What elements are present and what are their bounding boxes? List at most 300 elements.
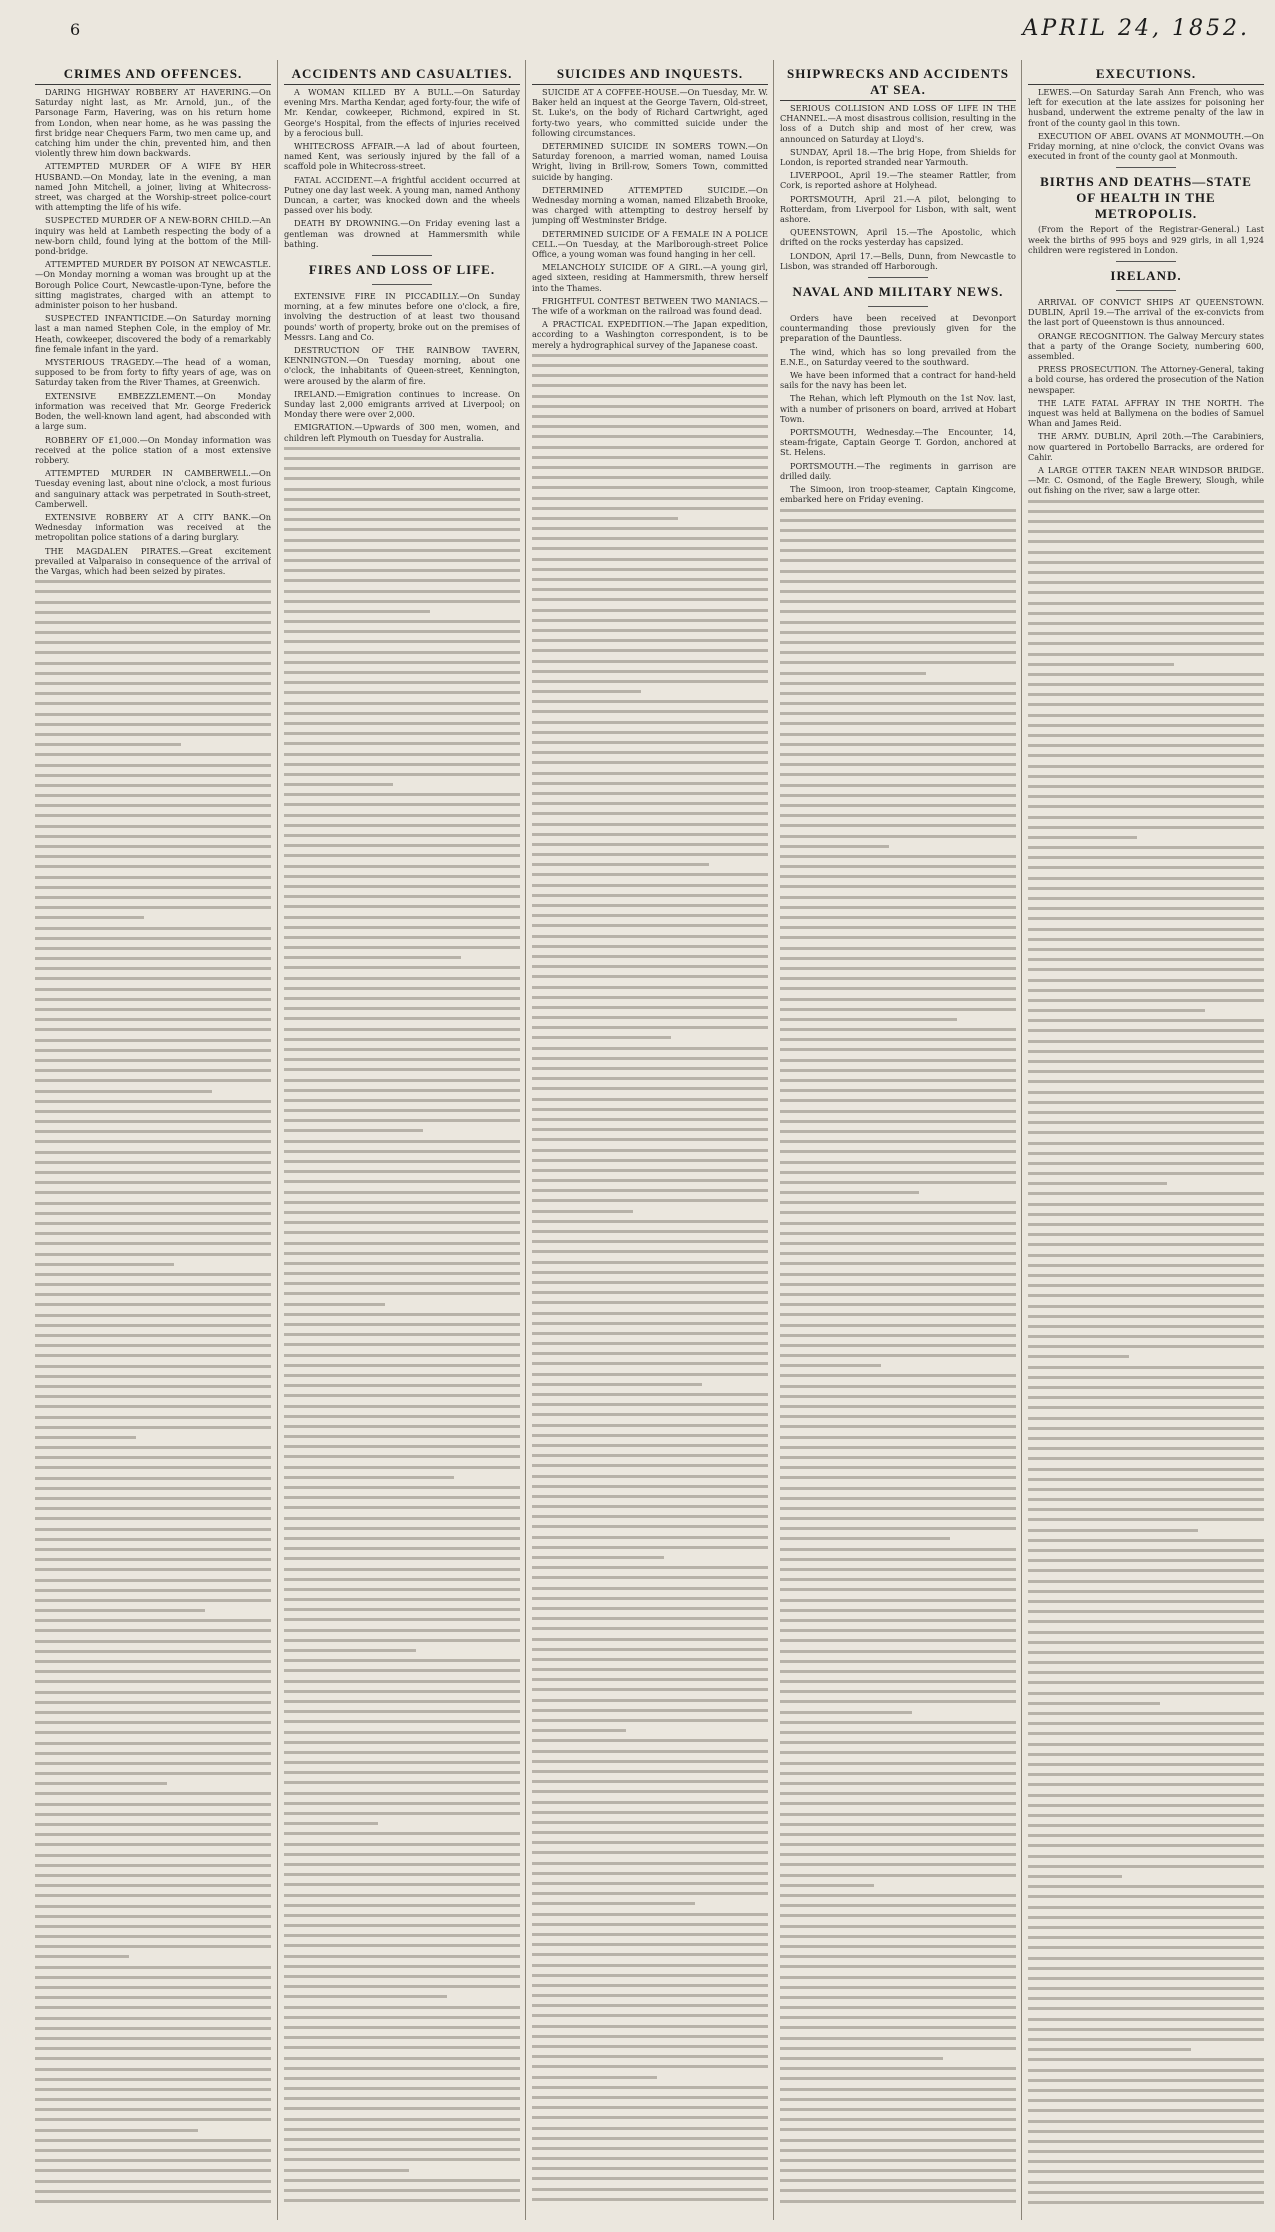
text-line-placeholder (1028, 785, 1264, 788)
text-line-placeholder (35, 1640, 271, 1643)
text-line-placeholder (284, 1659, 520, 1662)
text-line-placeholder (284, 1466, 520, 1469)
article-paragraph: LEWES.—On Saturday Sarah Ann French, who was left for execution at the late assizes for poisoning her husband, underwent the extreme penalty of the law in front of the county gaol in this town. (1028, 87, 1264, 128)
text-line-placeholder (532, 924, 768, 927)
text-line-placeholder (780, 1181, 1016, 1184)
text-line-placeholder (780, 1904, 1016, 1907)
text-line-placeholder (532, 833, 768, 836)
section-heading: FIRES AND LOSS OF LIFE. (308, 262, 496, 278)
text-line-placeholder (35, 1915, 271, 1918)
text-line-placeholder (532, 996, 768, 999)
text-line-placeholder (780, 631, 1016, 634)
text-line-placeholder (35, 1395, 271, 1398)
text-line-placeholder (284, 661, 520, 664)
text-line-placeholder (532, 873, 768, 876)
text-line-placeholder (1028, 1844, 1264, 1847)
text-line-placeholder (35, 2047, 271, 2050)
text-line-placeholder (35, 1833, 271, 1836)
column-crimes (35, 60, 271, 2220)
text-line-placeholder (1028, 1946, 1264, 1949)
text-line-placeholder (284, 1873, 520, 1876)
text-line-placeholder (284, 1262, 520, 1265)
text-line-placeholder (35, 835, 271, 838)
text-line-placeholder (532, 374, 768, 377)
text-line-placeholder (284, 753, 520, 756)
section-heading: SHIPWRECKS AND ACCIDENTS AT SEA. (787, 66, 1009, 97)
text-line-placeholder (532, 1902, 695, 1905)
text-line-placeholder (284, 1170, 520, 1173)
text-line-placeholder (532, 1699, 768, 1702)
text-line-placeholder (284, 1649, 416, 1652)
text-line-placeholder (1028, 2028, 1264, 2031)
text-line-placeholder (532, 1240, 768, 1243)
text-line-placeholder (1028, 500, 1264, 503)
text-line-placeholder (284, 508, 520, 511)
text-line-placeholder (284, 763, 520, 766)
text-line-placeholder (532, 1108, 768, 1111)
text-line-placeholder (35, 2200, 271, 2203)
text-line-placeholder (532, 486, 768, 489)
text-line-placeholder (284, 1160, 520, 1163)
text-line-placeholder (1028, 1060, 1264, 1063)
text-line-placeholder (1028, 1763, 1264, 1766)
article-paragraph: QUEENSTOWN, April 15.—The Apostolic, which drifted on the rocks yesterday has capsized. (780, 227, 1016, 248)
text-line-placeholder (284, 467, 520, 470)
text-line-placeholder (1028, 612, 1264, 615)
text-line-placeholder (780, 1558, 1016, 1561)
text-line-placeholder (284, 1201, 520, 1204)
text-line-placeholder (780, 1059, 1016, 1062)
text-line-placeholder (1028, 540, 1264, 543)
text-line-placeholder (1028, 907, 1264, 910)
text-line-placeholder (35, 1171, 271, 1174)
text-line-placeholder (780, 1038, 1016, 1041)
text-line-placeholder (780, 1201, 1016, 1204)
text-line-placeholder (1028, 1029, 1264, 1032)
text-line-placeholder (35, 1446, 271, 1449)
article-paragraph: ROBBERY OF £1,000.—On Monday information was received at the police station of a most extensive robbery. (35, 434, 271, 465)
text-line-placeholder (1028, 1142, 1264, 1145)
text-line-placeholder (780, 1894, 1016, 1897)
text-line-placeholder (284, 1313, 520, 1316)
text-line-placeholder (284, 2046, 520, 2049)
text-line-placeholder (284, 457, 520, 460)
article-paragraph: A PRACTICAL EXPEDITION.—The Japan expedition, according to a Washington correspondent, is to be merely a hydrographical survey of the Japanese coast. (532, 319, 768, 350)
text-line-placeholder (780, 1782, 1016, 1785)
text-line-placeholder (35, 927, 271, 930)
text-line-placeholder (35, 1008, 271, 1011)
text-line-placeholder (532, 1770, 768, 1773)
text-line-placeholder (532, 1036, 671, 1039)
text-line-placeholder (780, 1741, 1016, 1744)
text-line-placeholder (532, 446, 768, 449)
text-line-placeholder (1028, 1906, 1264, 1909)
text-line-placeholder (532, 395, 768, 398)
text-line-placeholder (780, 1273, 1016, 1276)
text-line-placeholder (780, 1283, 1016, 1286)
text-line-placeholder (532, 1729, 626, 1732)
text-line-placeholder (35, 1110, 271, 1113)
text-line-placeholder (284, 1527, 520, 1530)
text-line-placeholder (284, 1129, 423, 1132)
text-line-placeholder (1028, 653, 1264, 656)
text-line-placeholder (532, 1953, 768, 1956)
section-heading: SUICIDES AND INQUESTS. (556, 66, 744, 81)
text-line-placeholder (532, 1658, 768, 1661)
text-line-placeholder (35, 641, 271, 644)
text-line-placeholder (284, 793, 520, 796)
text-line-placeholder (1028, 1284, 1264, 1287)
text-line-placeholder (1028, 591, 1264, 594)
article-paragraph: EXECUTION OF ABEL OVANS AT MONMOUTH.—On Friday morning, at nine o'clock, the convict Ovans was executed in front of the county gaol at Monmouth. (1028, 130, 1264, 162)
text-line-placeholder (532, 1607, 768, 1610)
text-line-placeholder (780, 2139, 1016, 2142)
text-line-placeholder (532, 975, 768, 978)
text-line-placeholder (532, 2065, 768, 2068)
text-line-placeholder (532, 578, 768, 581)
text-line-placeholder (1028, 1855, 1264, 1858)
text-line-placeholder (780, 1639, 1016, 1642)
text-line-placeholder (532, 782, 768, 785)
text-line-placeholder (284, 1741, 520, 1744)
article-paragraph: DETERMINED SUICIDE OF A FEMALE IN A POLICE CELL.—On Tuesday, at the Marlborough-street Police Office, a young woman was found hanging in her cell. (532, 228, 768, 260)
text-line-placeholder (532, 435, 768, 438)
text-line-placeholder (284, 671, 520, 674)
text-line-placeholder (35, 2180, 271, 2183)
text-line-placeholder (532, 1841, 768, 1844)
text-line-placeholder (780, 1853, 1016, 1856)
text-line-placeholder (1028, 1559, 1264, 1562)
text-line-placeholder (780, 1069, 1016, 1072)
text-line-placeholder (35, 1905, 271, 1908)
article-paragraph: MELANCHOLY SUICIDE OF A GIRL.—A young girl, aged sixteen, residing at Hammersmith, threw herself into the Thames. (532, 262, 768, 293)
column-text-continuation (35, 580, 271, 2203)
text-line-placeholder (1028, 2007, 1264, 2010)
text-line-placeholder (35, 2078, 271, 2081)
text-line-placeholder (284, 1048, 520, 1051)
text-line-placeholder (780, 1028, 1016, 1031)
text-line-placeholder (780, 1527, 1016, 1530)
text-line-placeholder (532, 1383, 702, 1386)
text-line-placeholder (35, 947, 271, 950)
text-line-placeholder (780, 1986, 1016, 1989)
text-line-placeholder (35, 1120, 271, 1123)
text-line-placeholder (532, 2004, 768, 2007)
text-line-placeholder (532, 670, 768, 673)
text-line-placeholder (532, 2025, 768, 2028)
text-line-placeholder (35, 590, 271, 593)
text-line-placeholder (35, 2057, 271, 2060)
text-line-placeholder (35, 1752, 271, 1755)
column-executions (1028, 60, 1264, 2220)
text-line-placeholder (1028, 958, 1264, 961)
text-line-placeholder (284, 732, 520, 735)
text-line-placeholder (1028, 1875, 1122, 1878)
column-text-continuation (284, 447, 520, 2202)
text-line-placeholder (1028, 520, 1264, 523)
text-line-placeholder (35, 1874, 271, 1877)
text-line-placeholder (532, 700, 768, 703)
text-line-placeholder (35, 2017, 271, 2020)
text-line-placeholder (284, 1792, 520, 1795)
text-line-placeholder (35, 957, 271, 960)
text-line-placeholder (1028, 622, 1264, 625)
text-line-placeholder (1028, 1131, 1264, 1134)
text-line-placeholder (532, 1923, 768, 1926)
text-line-placeholder (35, 1416, 271, 1419)
text-line-placeholder (780, 2037, 1016, 2040)
column-accidents (284, 60, 520, 2220)
text-line-placeholder (1028, 917, 1264, 920)
text-line-placeholder (284, 1618, 520, 1621)
article-paragraph: THE MAGDALEN PIRATES.—Great excitement prevailed at Valparaiso in consequence of the arrival of the Vargas, which had been seized by pirates. (35, 545, 271, 576)
text-line-placeholder (35, 2118, 271, 2121)
text-line-placeholder (284, 579, 520, 582)
text-line-placeholder (1028, 2109, 1264, 2112)
text-line-placeholder (284, 1303, 385, 1306)
section-divider (868, 306, 928, 307)
text-line-placeholder (532, 823, 768, 826)
heading-rule (532, 84, 768, 85)
text-line-placeholder (780, 1425, 1016, 1428)
text-line-placeholder (532, 1169, 768, 1172)
text-line-placeholder (284, 2026, 520, 2029)
text-line-placeholder (1028, 1712, 1264, 1715)
text-line-placeholder (780, 1762, 1016, 1765)
text-line-placeholder (1028, 1488, 1264, 1491)
text-line-placeholder (532, 1974, 768, 1977)
text-line-placeholder (532, 690, 641, 693)
text-line-placeholder (532, 1801, 768, 1804)
section-heading: NAVAL AND MILITARY NEWS. (792, 284, 1004, 300)
text-line-placeholder (35, 1283, 271, 1286)
text-line-placeholder (284, 773, 520, 776)
text-line-placeholder (1028, 1895, 1264, 1898)
column-text-continuation (780, 509, 1016, 2203)
text-line-placeholder (284, 885, 520, 888)
text-line-placeholder (284, 2077, 520, 2080)
article-paragraph: SUSPECTED MURDER OF A NEW-BORN CHILD.—An inquiry was held at Lambeth respecting the body of a new-born child, found lying at the bottom of the Mill-pond-bridge. (35, 215, 271, 257)
article-paragraph: The Simoon, iron troop-steamer, Captain Kingcome, embarked here on Friday evening. (780, 484, 1016, 505)
text-line-placeholder (1028, 1997, 1264, 2000)
text-line-placeholder (780, 906, 1016, 909)
text-line-placeholder (532, 680, 768, 683)
text-line-placeholder (1028, 2130, 1264, 2133)
text-line-placeholder (35, 1151, 271, 1154)
text-line-placeholder (35, 906, 271, 909)
text-line-placeholder (35, 937, 271, 940)
text-line-placeholder (35, 1976, 271, 1979)
text-line-placeholder (1028, 1631, 1264, 1634)
text-line-placeholder (532, 425, 768, 428)
text-line-placeholder (35, 764, 271, 767)
section-divider (372, 284, 432, 285)
text-line-placeholder (284, 926, 520, 929)
text-line-placeholder (1028, 805, 1264, 808)
section-divider (1116, 167, 1176, 168)
text-line-placeholder (284, 1924, 520, 1927)
text-line-placeholder (780, 1303, 1016, 1306)
text-line-placeholder (780, 1802, 1016, 1805)
text-line-placeholder (532, 1536, 768, 1539)
text-line-placeholder (284, 1038, 520, 1041)
text-line-placeholder (1028, 1671, 1264, 1674)
text-line-placeholder (532, 2137, 768, 2140)
text-line-placeholder (1028, 1722, 1264, 1725)
text-line-placeholder (532, 2177, 768, 2180)
text-line-placeholder (532, 1750, 768, 1753)
text-line-placeholder (780, 1578, 1016, 1581)
article-paragraph: A LARGE OTTER TAKEN NEAR WINDSOR BRIDGE.—Mr. C. Osmond, of the Eagle Brewery, Slough, while out fishing on the river, saw a large otter. (1028, 465, 1264, 496)
text-line-placeholder (35, 1232, 271, 1235)
text-line-placeholder (284, 1832, 520, 1835)
section-divider (1116, 290, 1176, 291)
text-line-placeholder (35, 2129, 198, 2132)
article-paragraph: EMIGRATION.—Upwards of 300 men, women, and children left Plymouth on Tuesday for Australia. (284, 422, 520, 443)
text-line-placeholder (35, 1548, 271, 1551)
article-paragraph: IRELAND.—Emigration continues to increase. On Sunday last 2,000 emigrants arrived at Liverpool; on Monday there were over 2,000. (284, 388, 520, 420)
text-line-placeholder (284, 1282, 520, 1285)
text-line-placeholder (780, 1945, 1016, 1948)
text-line-placeholder (1028, 1916, 1264, 1919)
text-line-placeholder (35, 1059, 271, 1062)
text-line-placeholder (35, 1130, 271, 1133)
text-line-placeholder (532, 894, 768, 897)
text-line-placeholder (284, 1242, 520, 1245)
text-line-placeholder (780, 1385, 1016, 1388)
text-line-placeholder (780, 1110, 1016, 1113)
text-line-placeholder (35, 1538, 271, 1541)
text-line-placeholder (532, 598, 768, 601)
text-line-placeholder (780, 875, 1016, 878)
text-line-placeholder (1028, 948, 1264, 951)
text-line-placeholder (1028, 775, 1264, 778)
text-line-placeholder (1028, 877, 1264, 880)
text-line-placeholder (532, 863, 709, 866)
text-line-placeholder (284, 1343, 520, 1346)
text-line-placeholder (35, 733, 271, 736)
text-line-placeholder (780, 641, 1016, 644)
text-line-placeholder (532, 1627, 768, 1630)
text-line-placeholder (284, 1995, 447, 1998)
text-line-placeholder (780, 1843, 1016, 1846)
text-line-placeholder (1028, 1794, 1264, 1797)
text-line-placeholder (532, 629, 768, 632)
text-line-placeholder (35, 1650, 271, 1653)
text-line-placeholder (1028, 561, 1264, 564)
text-line-placeholder (35, 1273, 271, 1276)
article-paragraph: Orders have been received at Devonport countermanding those previously given for the preparation of the Dauntless. (780, 313, 1016, 344)
text-line-placeholder (532, 2014, 768, 2017)
text-line-placeholder (35, 1212, 271, 1215)
text-line-placeholder (780, 845, 889, 848)
text-line-placeholder (780, 712, 1016, 715)
text-line-placeholder (780, 692, 1016, 695)
text-line-placeholder (1028, 1783, 1264, 1786)
text-line-placeholder (284, 600, 520, 603)
text-line-placeholder (532, 568, 768, 571)
text-line-placeholder (780, 1690, 1016, 1693)
text-line-placeholder (1028, 979, 1264, 982)
text-line-placeholder (1028, 1243, 1264, 1246)
text-line-placeholder (1028, 1050, 1264, 1053)
text-line-placeholder (35, 1202, 271, 1205)
text-line-placeholder (532, 354, 768, 357)
text-line-placeholder (532, 843, 768, 846)
text-line-placeholder (1028, 1040, 1264, 1043)
text-line-placeholder (532, 1149, 768, 1152)
text-line-placeholder (780, 1140, 1016, 1143)
text-line-placeholder (532, 1098, 768, 1101)
text-line-placeholder (1028, 1539, 1264, 1542)
text-line-placeholder (1028, 2099, 1264, 2102)
text-line-placeholder (35, 1354, 271, 1357)
text-line-placeholder (532, 1373, 768, 1376)
text-line-placeholder (532, 914, 768, 917)
text-line-placeholder (35, 1477, 271, 1480)
text-line-placeholder (780, 2067, 1016, 2070)
text-line-placeholder (780, 1048, 1016, 1051)
text-line-placeholder (532, 1312, 768, 1315)
text-line-placeholder (284, 1517, 520, 1520)
text-line-placeholder (35, 886, 271, 889)
text-line-placeholder (780, 2006, 1016, 2009)
text-line-placeholder (532, 751, 768, 754)
article-paragraph: We have been informed that a contract for hand-held sails for the navy has been let. (780, 370, 1016, 391)
text-line-placeholder (35, 1589, 271, 1592)
text-line-placeholder (1028, 2181, 1264, 2184)
text-line-placeholder (780, 865, 1016, 868)
text-line-placeholder (532, 537, 768, 540)
text-line-placeholder (780, 2016, 1016, 2019)
text-line-placeholder (780, 2077, 1016, 2080)
text-line-placeholder (532, 619, 768, 622)
text-line-placeholder (532, 1352, 768, 1355)
text-line-placeholder (284, 549, 520, 552)
text-line-placeholder (780, 753, 1016, 756)
text-line-placeholder (780, 722, 1016, 725)
text-line-placeholder (284, 1455, 520, 1458)
text-line-placeholder (35, 896, 271, 899)
article-paragraph: MYSTERIOUS TRAGEDY.—The head of a woman, supposed to be from forty to fifty years of age, was on Saturday taken from the River Thames, at Greenwich. (35, 357, 271, 388)
text-line-placeholder (35, 1507, 271, 1510)
text-line-placeholder (780, 1476, 1016, 1479)
text-line-placeholder (284, 956, 461, 959)
text-line-placeholder (35, 1731, 271, 1734)
text-line-placeholder (780, 987, 1016, 990)
text-line-placeholder (1028, 1386, 1264, 1389)
text-line-placeholder (35, 1619, 271, 1622)
text-line-placeholder (532, 1118, 768, 1121)
text-line-placeholder (780, 814, 1016, 817)
text-line-placeholder (284, 1109, 520, 1112)
text-line-placeholder (780, 1487, 1016, 1490)
text-line-placeholder (284, 1731, 520, 1734)
text-line-placeholder (532, 1332, 768, 1335)
text-line-placeholder (1028, 683, 1264, 686)
text-line-placeholder (532, 2188, 768, 2191)
text-line-placeholder (1028, 1590, 1264, 1593)
text-line-placeholder (1028, 1162, 1264, 1165)
text-line-placeholder (780, 1537, 950, 1540)
text-line-placeholder (780, 2118, 1016, 2121)
text-line-placeholder (532, 2167, 768, 2170)
text-line-placeholder (532, 1179, 768, 1182)
text-line-placeholder (284, 1221, 520, 1224)
text-line-placeholder (780, 1405, 1016, 1408)
text-line-placeholder (35, 1701, 271, 1704)
text-line-placeholder (284, 1608, 520, 1611)
